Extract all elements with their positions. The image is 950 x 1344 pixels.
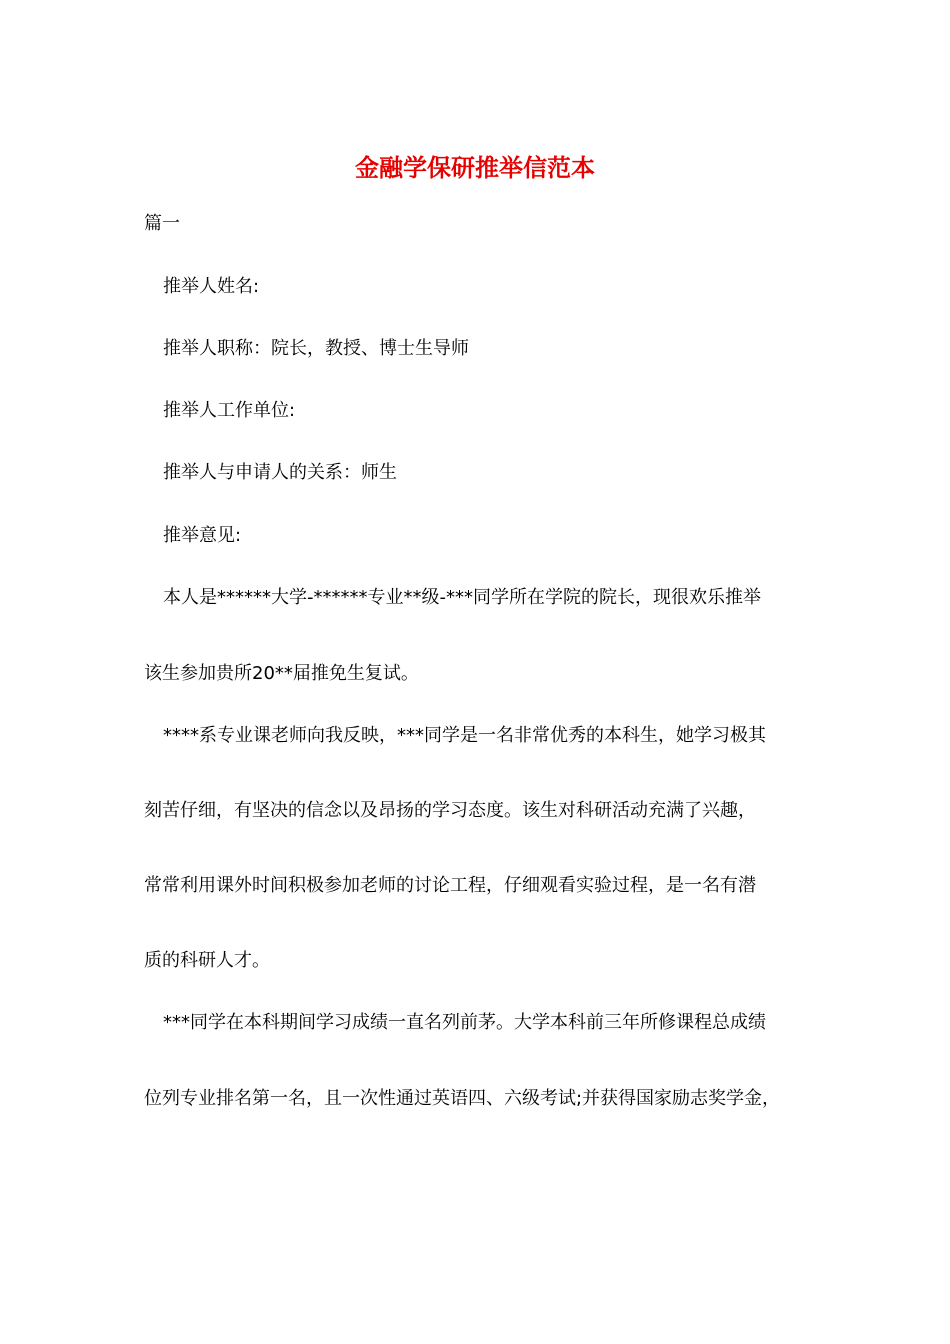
body-line: 刻苦仔细，有坚决的信念以及昂扬的学习态度。该生对科研活动充满了兴趣，	[144, 800, 756, 821]
field-relationship: 推举人与申请人的关系：师生	[163, 462, 397, 483]
body-line: ****系专业课老师向我反映，***同学是一名非常优秀的本科生，她学习极其	[163, 725, 766, 746]
body-line: 质的科研人才。	[144, 950, 270, 971]
document-title: 金融学保研推举信范本	[355, 153, 595, 182]
body-line: ***同学在本科期间学习成绩一直名列前茅。大学本科前三年所修课程总成绩	[163, 1012, 766, 1033]
field-opinion: 推举意见:	[163, 525, 242, 546]
field-recommender-title: 推举人职称：院长，教授、博士生导师	[163, 338, 469, 359]
body-line: 本人是******大学-******专业**级-***同学所在学院的院长，现很欢乐推举	[163, 587, 761, 608]
section-heading: 篇一	[144, 213, 180, 234]
field-recommender-unit: 推举人工作单位:	[163, 400, 296, 421]
body-line: 该生参加贵所20**届推免生复试。	[144, 663, 419, 684]
body-line: 位列专业排名第一名，且一次性通过英语四、六级考试;并获得国家励志奖学金，	[144, 1088, 781, 1109]
field-recommender-name: 推举人姓名:	[163, 276, 260, 297]
body-line: 常常利用课外时间积极参加老师的讨论工程，仔细观看实验过程，是一名有潜	[144, 875, 756, 896]
